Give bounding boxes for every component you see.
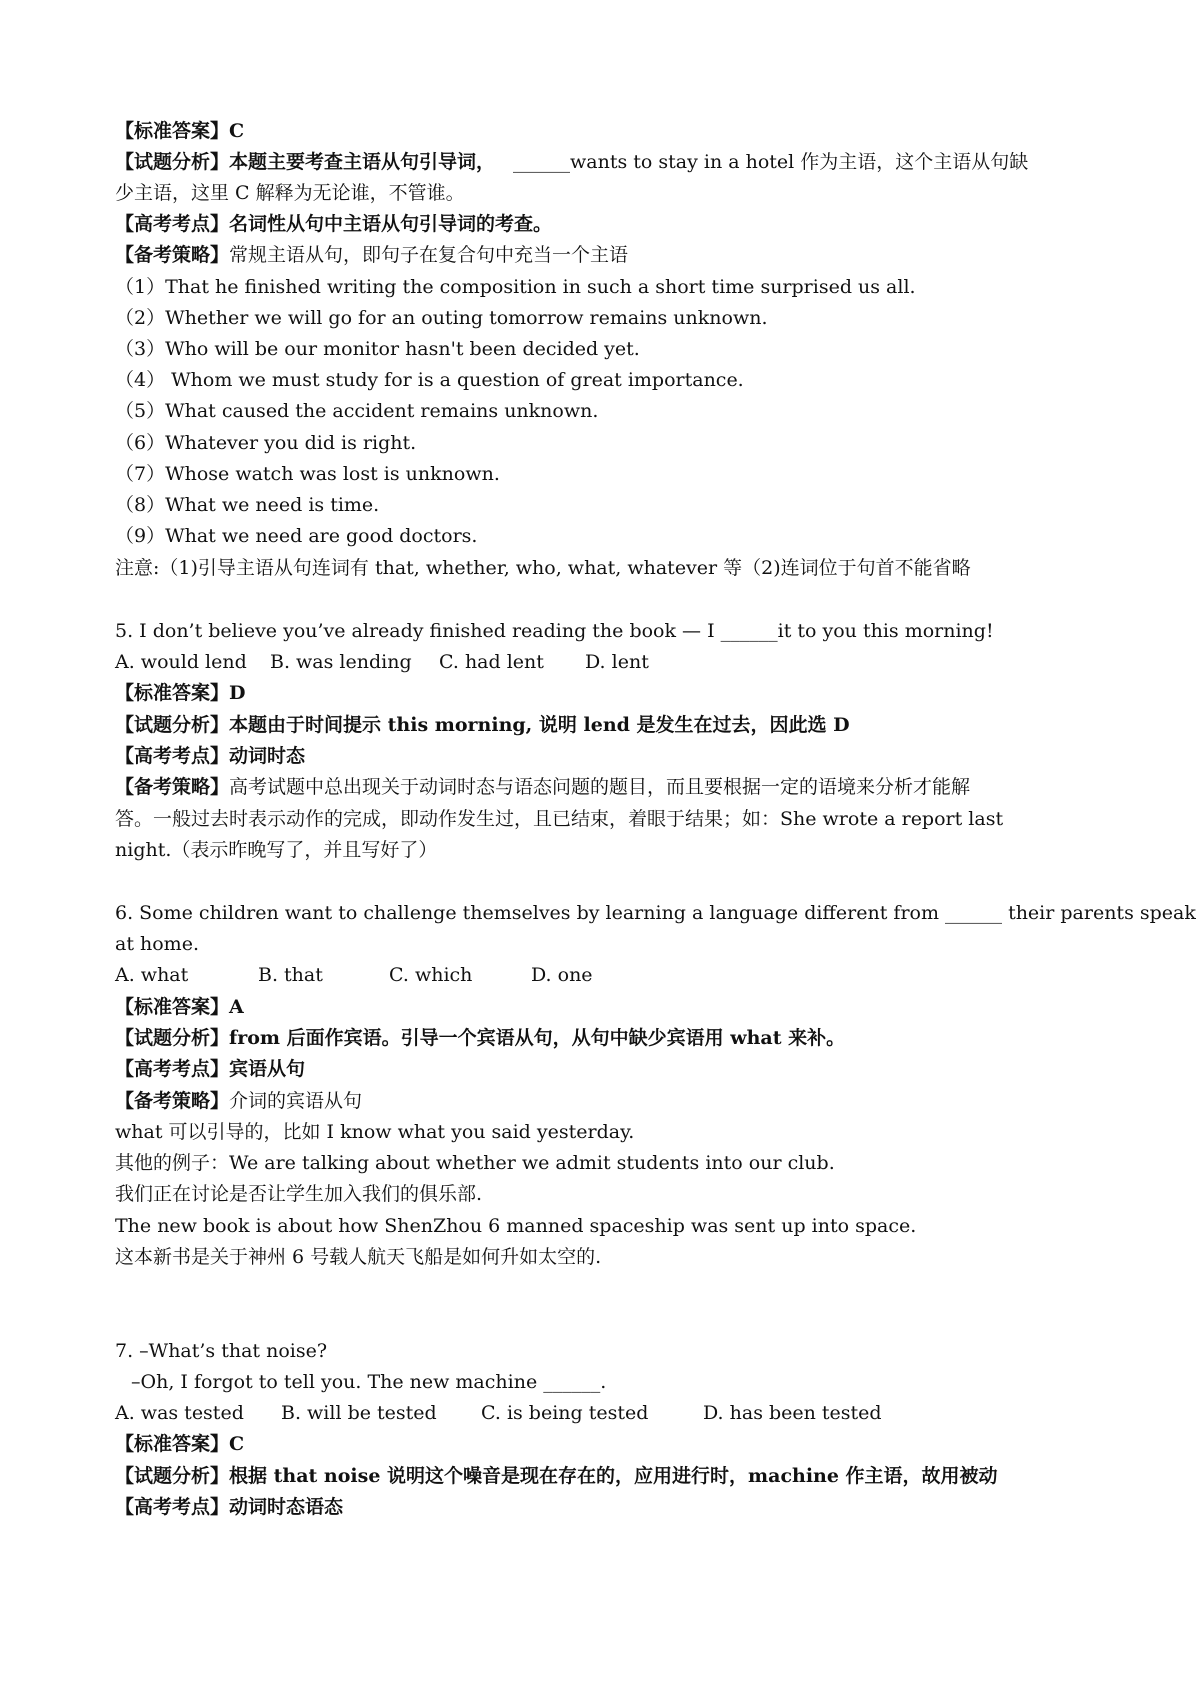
analysis-label: 【试题分析】 — [115, 714, 230, 736]
answer-line — [115, 118, 1090, 144]
analysis-text: 本题主要考查主语从句引导词， — [229, 151, 496, 173]
exam-point-line — [115, 211, 1090, 237]
answer-label: 【标准答案】 — [115, 1433, 230, 1455]
strategy-text: 常规主语从句，即句子在复合句中充当一个主语 — [229, 244, 629, 266]
strategy-example: 这本新书是关于神州 6 号载人航天飞船是如何升如太空的. — [115, 1246, 602, 1268]
exam-point-line — [115, 743, 1090, 769]
question-7-options — [115, 1400, 1090, 1426]
strategy-example: The new book is about how ShenZhou 6 manned spaceship was sent up into space. — [115, 1215, 917, 1237]
example-line: （8）What we need is time. — [115, 494, 380, 516]
exam-point-line — [115, 1056, 1090, 1082]
exam-point-label: 【高考考点】 — [115, 213, 230, 235]
analysis-label: 【试题分析】 — [115, 151, 230, 173]
answer-value: A — [229, 996, 244, 1018]
strategy-example: what 可以引导的，比如 I know what you said yesterday. — [115, 1121, 635, 1143]
strategy-label: 【备考策略】 — [115, 1090, 230, 1112]
answer-line — [115, 680, 1090, 706]
question-5-options — [115, 649, 1090, 675]
strategy-continued: night.（表示昨晚写了，并且写好了） — [115, 839, 438, 861]
note-line: 注意:（1)引导主语从句连词有 that, whether, who, what, whatever 等（2)连词位于句首不能省略 — [115, 557, 971, 579]
answer-label: 【标准答案】 — [115, 120, 230, 142]
analysis-line — [115, 149, 1090, 175]
exam-point-text: 动词时态语态 — [229, 1496, 344, 1518]
strategy-line — [115, 774, 1090, 800]
option-b: B. will be tested — [281, 1402, 437, 1424]
answer-value: D — [229, 682, 246, 704]
analysis-blank: ______ — [513, 151, 571, 173]
strategy-label: 【备考策略】 — [115, 776, 230, 798]
option-a: A. what — [115, 964, 189, 986]
answer-line — [115, 1431, 1090, 1457]
example-line: （7）Whose watch was lost is unknown. — [115, 463, 500, 485]
exam-point-text: 宾语从句 — [229, 1058, 306, 1080]
question-5-stem: 5. I don’t believe you’ve already finished reading the book — I ______it to you this morning! — [115, 620, 994, 642]
question-6-options — [115, 962, 1090, 988]
option-c: C. had lent — [439, 651, 544, 673]
answer-label: 【标准答案】 — [115, 682, 230, 704]
strategy-example: 其他的例子：We are talking about whether we admit students into our club. — [115, 1152, 835, 1174]
question-6-stem-continued: at home. — [115, 933, 199, 955]
exam-point-text: 名词性从句中主语从句引导词的考查。 — [229, 213, 553, 235]
option-c: C. which — [389, 964, 473, 986]
analysis-text: 本题由于时间提示 this morning, 说明 lend 是发生在过去，因此选 D — [229, 714, 850, 736]
analysis-line — [115, 712, 1090, 738]
option-b: B. that — [258, 964, 323, 986]
answer-value: C — [229, 120, 245, 142]
exam-point-label: 【高考考点】 — [115, 1496, 230, 1518]
exam-point-line — [115, 1494, 1090, 1520]
answer-value: C — [229, 1433, 245, 1455]
example-line: （3）Who will be our monitor hasn't been decided yet. — [115, 338, 640, 360]
analysis-line — [115, 1025, 1090, 1051]
example-line: （5）What caused the accident remains unknown. — [115, 400, 599, 422]
exam-point-label: 【高考考点】 — [115, 745, 230, 767]
option-d: D. lent — [585, 651, 649, 673]
answer-line — [115, 994, 1090, 1020]
exam-point-label: 【高考考点】 — [115, 1058, 230, 1080]
example-line: （2）Whether we will go for an outing tomorrow remains unknown. — [115, 307, 768, 329]
example-line: （9）What we need are good doctors. — [115, 525, 478, 547]
example-line: （6）Whatever you did is right. — [115, 432, 417, 454]
question-7-stem-continued: –Oh, I forgot to tell you. The new machine ______. — [131, 1371, 607, 1393]
strategy-line — [115, 1088, 1090, 1114]
analysis-label: 【试题分析】 — [115, 1465, 230, 1487]
option-c: C. is being tested — [481, 1402, 649, 1424]
option-b: B. was lending — [270, 651, 412, 673]
strategy-line — [115, 242, 1090, 268]
strategy-example: 我们正在讨论是否让学生加入我们的俱乐部. — [115, 1183, 483, 1205]
option-a: A. would lend — [115, 651, 247, 673]
answer-label: 【标准答案】 — [115, 996, 230, 1018]
option-d: D. one — [531, 964, 593, 986]
example-line: （1）That he finished writing the composition in such a short time surprised us all. — [115, 276, 916, 298]
analysis-text: from 后面作宾语。引导一个宾语从句，从句中缺少宾语用 what 来补。 — [229, 1027, 846, 1049]
analysis-label: 【试题分析】 — [115, 1027, 230, 1049]
question-6-stem: 6. Some children want to challenge themselves by learning a language different from ______ their parents speak — [115, 902, 1196, 924]
question-7-stem: 7. –What’s that noise? — [115, 1340, 328, 1362]
example-line: （4） Whom we must study for is a question of great importance. — [115, 369, 744, 391]
analysis-text: 根据 that noise 说明这个噪音是现在存在的，应用进行时，machine 作主语，故用被动 — [229, 1465, 998, 1487]
exam-point-text: 动词时态 — [229, 745, 306, 767]
strategy-text: 介词的宾语从句 — [229, 1090, 363, 1112]
strategy-continued: 答。一般过去时表示动作的完成，即动作发生过，且已结束，着眼于结果；如：She wrote a report last — [115, 808, 1004, 830]
analysis-text-2: wants to stay in a hotel 作为主语，这个主语从句缺 — [570, 151, 1029, 173]
strategy-label: 【备考策略】 — [115, 244, 230, 266]
option-d: D. has been tested — [703, 1402, 882, 1424]
analysis-continued: 少主语，这里 C 解释为无论谁，不管谁。 — [115, 182, 465, 204]
analysis-line — [115, 1463, 1090, 1489]
strategy-text: 高考试题中总出现关于动词时态与语态问题的题目，而且要根据一定的语境来分析才能解 — [229, 776, 971, 798]
option-a: A. was tested — [115, 1402, 244, 1424]
